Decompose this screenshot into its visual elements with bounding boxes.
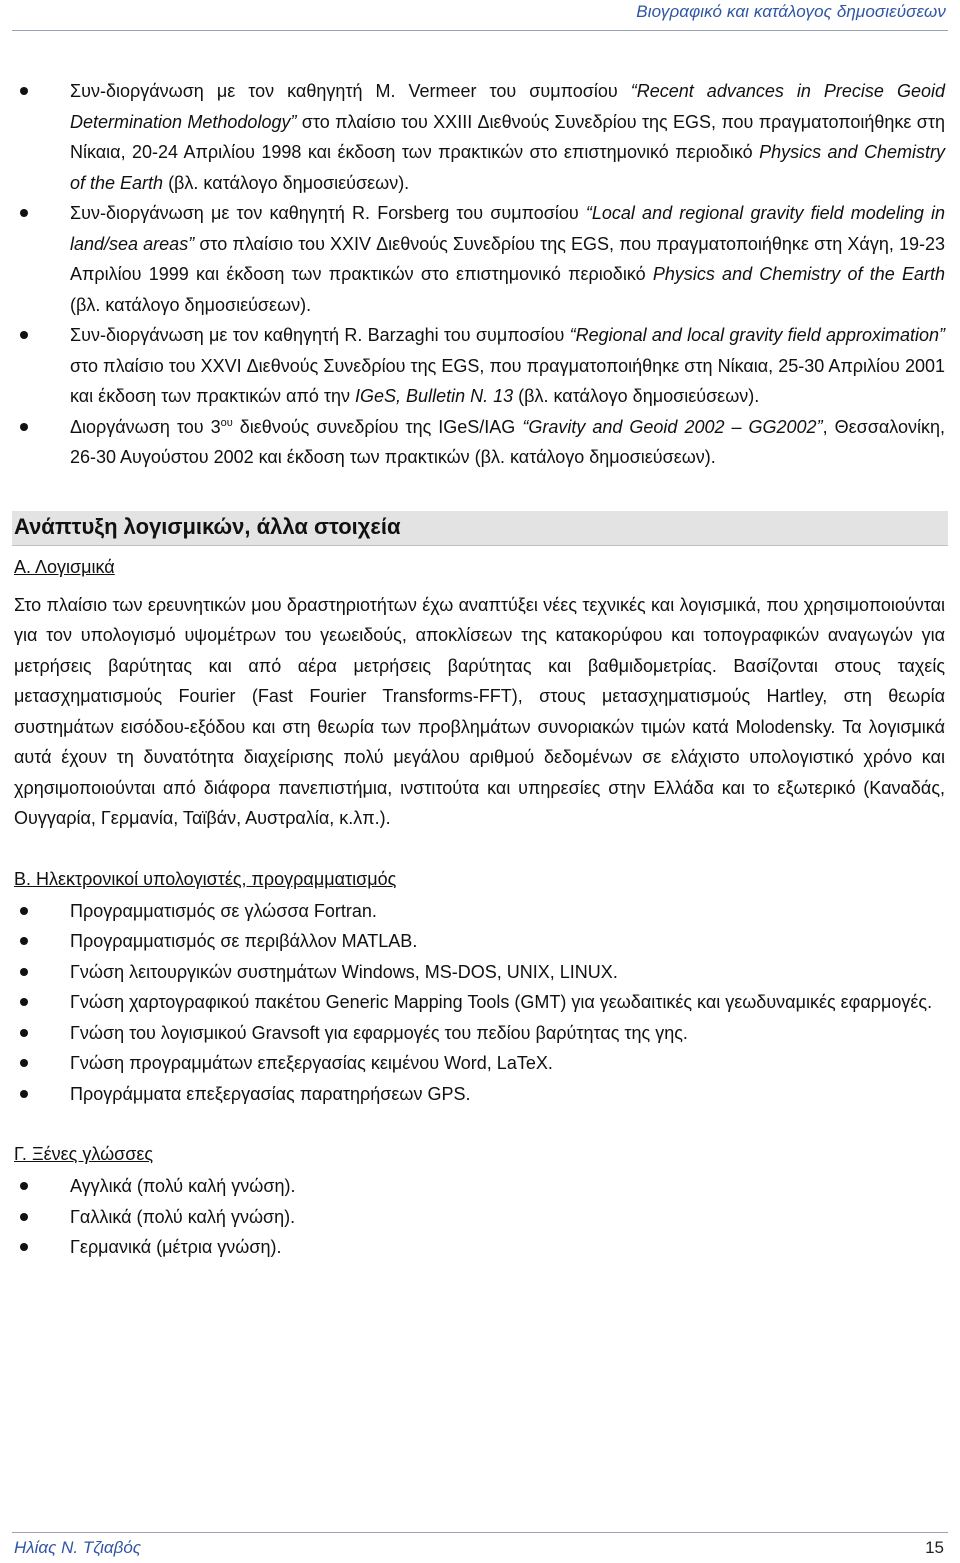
symposium-title: “Regional and local gravity field approximation” xyxy=(569,325,946,345)
symposium-title: “Recent advances in Precise Geoid Determination Methodology” xyxy=(70,81,945,132)
list-item: Αγγλικά (πολύ καλή γνώση). xyxy=(0,1171,960,1202)
running-header: Βιογραφικό και κατάλογος δημοσιεύσεων xyxy=(636,2,946,21)
computers-subheading: Β. Ηλεκτρονικοί υπολογιστές, προγραμματισμός xyxy=(14,868,397,889)
list-item: Γνώση προγραμμάτων επεξεργασίας κειμένου Word, LaTeX. xyxy=(0,1048,960,1079)
software-paragraph: Στο πλαίσιο των ερευνητικών μου δραστηριοτήτων έχω αναπτύξει νέες τεχνικές και λογισμικά, που χρησιμοποιούνται για τον υπολογισμό υψομέτρων του γεωειδούς, αποκλίσεων της κατακορύφου και τοπογραφικών αναγωγών για μετρήσεις βαρύτητας και από αέρα μετρήσεις βαρύτητας και βαθμιδομετρίας. Βασίζονται στους ταχείς μετασχηματισμούς Fourier (Fast Fourier Transforms-FFT), στους μετασχηματισμούς Hartley, στη θεωρία συστημάτων εισόδου-εξόδου και στη θεωρία των προβλημάτων συνοριακών τιμών κατά Molodensky. Τα λογισμικά αυτά έχουν τη δυνατότητα διαχείρισης πολύ μεγάλου αριθμού δεδομένων σε ελάχιστο υπολογιστικό χρόνο και χρησιμοποιούνται από διάφορα πανεπιστήμια, ινστιτούτα και υπηρεσίες στην Ελλάδα και το εξωτερικό (Καναδάς, Ουγγαρία, Γερμανία, Ταϊβάν, Αυστραλία, κ.λπ.). xyxy=(14,594,945,828)
journal-name: Physics and Chemistry of the Earth xyxy=(70,142,945,193)
page-content xyxy=(0,76,960,1263)
journal-name: IGeS, Bulletin N. 13 xyxy=(355,386,514,406)
list-item: Γνώση χαρτογραφικού πακέτου Generic Mapping Tools (GMT) για γεωδαιτικές και γεωδυναμικές εφαρμογές. xyxy=(0,987,960,1018)
item-text: στο πλαίσιο του XXVI Διεθνούς Συνεδρίου της EGS, που πραγματοποιήθηκε στη Νίκαια, 25-30 Απριλίου 2001 και έκδοση των πρακτικών από την xyxy=(70,355,945,406)
list-item: Γερμανικά (μέτρια γνώση). xyxy=(0,1232,960,1263)
list-item: Γαλλικά (πολύ καλή γνώση). xyxy=(0,1202,960,1233)
item-text: Συν-διοργάνωση με τον καθηγητή R. Forsberg του συμποσίου xyxy=(70,203,586,223)
item-text: διεθνούς συνεδρίου της IGeS/IAG xyxy=(232,416,523,437)
list-item xyxy=(0,76,960,198)
ordinal-superscript: ου xyxy=(220,416,233,429)
conference-title: “Gravity and Geoid 2002 – GG2002” xyxy=(522,416,823,437)
list-item: Προγραμματισμός σε περιβάλλον MATLAB. xyxy=(0,926,960,957)
header-rule xyxy=(12,30,948,31)
symposium-title: “Local and regional gravity field modeling in land/sea areas” xyxy=(70,203,946,254)
software-subheading: Α. Λογισμικά xyxy=(14,556,115,577)
item-text: , Θεσσαλονίκη, 26-30 Αυγούστου 2002 και έκδοση των πρακτικών (βλ. κατάλογο δημοσιεύσεων). xyxy=(70,416,945,467)
section-heading: Ανάπτυξη λογισμικών, άλλα στοιχεία xyxy=(12,511,948,546)
journal-name: Physics and Chemistry of the Earth xyxy=(652,264,945,284)
item-text: στο πλαίσιο του XXIV Διεθνούς Συνεδρίου της EGS, που πραγματοποιήθηκε στη Χάγη, 19-23 Απριλίου 1999 και έκδοση των πρακτικών στο επιστημονικό περιοδικό xyxy=(70,233,945,284)
item-text: (βλ. κατάλογο δημοσιεύσεων). xyxy=(513,386,760,406)
list-item xyxy=(0,320,960,412)
item-text: στο πλαίσιο του XXIII Διεθνούς Συνεδρίου της EGS, που πραγματοποιήθηκε στη Νίκαια, 20-24 Απριλίου 1998 και έκδοση των πρακτικών στο επιστημονικό περιοδικό xyxy=(70,111,945,162)
page-number: 15 xyxy=(925,1538,944,1557)
list-item: Προγράμματα επεξεργασίας παρατηρήσεων GPS. xyxy=(0,1079,960,1110)
list-item: Προγραμματισμός σε γλώσσα Fortran. xyxy=(0,896,960,927)
item-text: Συν-διοργάνωση με τον καθηγητή R. Barzaghi του συμποσίου xyxy=(70,325,570,345)
item-text: (βλ. κατάλογο δημοσιεύσεων). xyxy=(163,172,410,193)
languages-list xyxy=(0,1171,960,1263)
list-item: Γνώση λειτουργικών συστημάτων Windows, MS-DOS, UNIX, LINUX. xyxy=(0,957,960,988)
languages-subheading: Γ. Ξένες γλώσσες xyxy=(14,1144,154,1164)
item-text: Συν-διοργάνωση με τον καθηγητή Μ. Vermeer του συμποσίου xyxy=(70,81,631,101)
footer-author: Ηλίας Ν. Τζιαβός xyxy=(14,1538,142,1557)
footer-rule xyxy=(12,1532,948,1533)
list-item: Γνώση του λογισμικού Gravsoft για εφαρμογές του πεδίου βαρύτητας της γης. xyxy=(0,1018,960,1049)
list-item xyxy=(0,198,960,320)
item-text: Διοργάνωση του 3 xyxy=(70,416,221,437)
item-text: (βλ. κατάλογο δημοσιεύσεων). xyxy=(70,294,312,315)
activities-list xyxy=(0,76,960,473)
computers-list xyxy=(0,896,960,1110)
list-item xyxy=(0,412,960,473)
